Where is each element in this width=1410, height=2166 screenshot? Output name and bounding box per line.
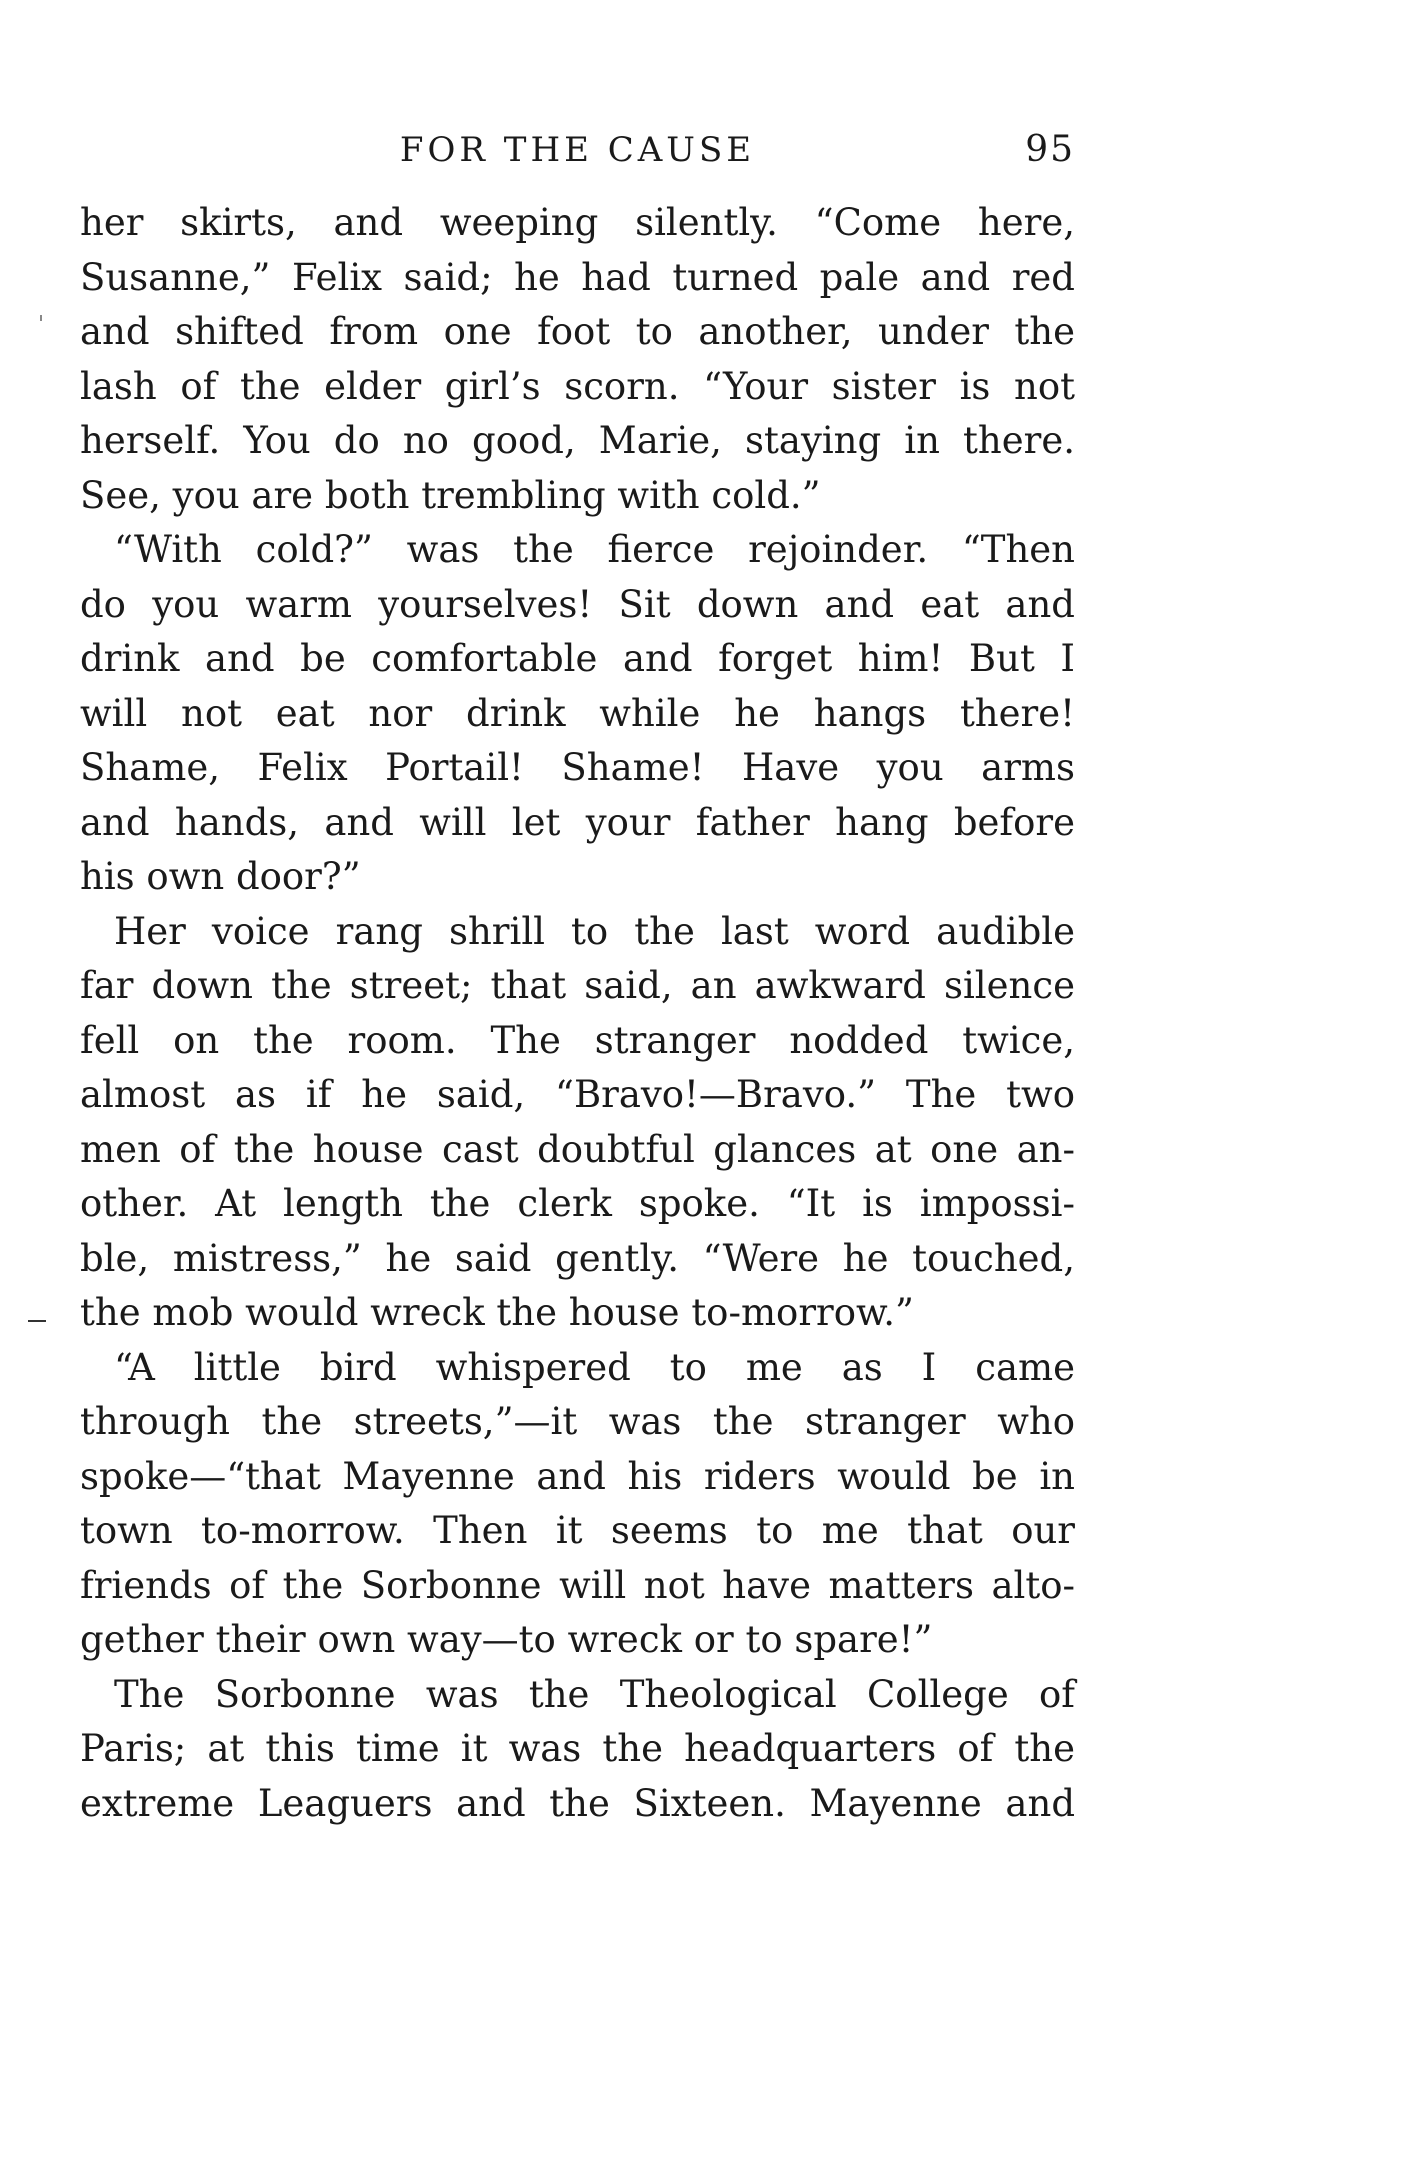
text-line: fell on the room. The stranger nodded twice, <box>80 1018 1075 1062</box>
text-line: gether their own way—to wreck or to spare!” <box>80 1618 933 1661</box>
text-line: Shame, Felix Portail! Shame! Have you arms <box>80 746 1075 789</box>
text-line: See, you are both trembling with cold.” <box>80 473 821 517</box>
margin-dash <box>28 1320 46 1322</box>
text-line: men of the house cast doubtful glances at one an- <box>80 1127 1075 1171</box>
text-line: the mob would wreck the house to-morrow.” <box>80 1291 914 1334</box>
text-line: spoke—“that Mayenne and his riders would be in <box>80 1454 1075 1498</box>
text-line: and hands, and will let your father hang before <box>80 800 1075 844</box>
text-line: The Sorbonne was the Theological College of <box>114 1672 1075 1716</box>
text-line: herself. You do no good, Marie, staying in there. <box>80 419 1075 462</box>
text-line: through the streets,”—it was the stranger who <box>80 1400 1075 1443</box>
text-line: will not eat nor drink while he hangs there! <box>80 691 1075 735</box>
text-line: her skirts, and weeping silently. “Come here, <box>80 201 1075 244</box>
text-line: Susanne,” Felix said; he had turned pale and red <box>80 255 1075 299</box>
book-page <box>80 120 1075 1831</box>
text-line: far down the street; that said, an awkward silence <box>80 964 1075 1007</box>
margin-speck <box>40 315 42 321</box>
page-number: 95 <box>1025 129 1075 170</box>
text-line: “With cold?” was the fierce rejoinder. “Then <box>114 528 1075 571</box>
text-line: ble, mistress,” he said gently. “Were he touched, <box>80 1236 1075 1280</box>
text-line: extreme Leaguers and the Sixteen. Mayenne and <box>80 1781 1075 1825</box>
body-text <box>80 196 1075 1831</box>
text-line: lash of the elder girl’s scorn. “Your sister is not <box>80 364 1075 408</box>
text-line: do you warm yourselves! Sit down and eat and <box>80 582 1075 626</box>
text-line: his own door?” <box>80 855 361 898</box>
page-header <box>80 120 1075 180</box>
text-line: friends of the Sorbonne will not have matters alto- <box>80 1563 1075 1607</box>
text-line: Her voice rang shrill to the last word audible <box>114 909 1075 953</box>
text-line: Paris; at this time it was the headquarters of the <box>80 1727 1075 1770</box>
text-line: town to-morrow. Then it seems to me that our <box>80 1509 1075 1552</box>
text-line: almost as if he said, “Bravo!—Bravo.” The two <box>80 1073 1075 1116</box>
running-title: FOR THE CAUSE <box>399 130 756 170</box>
text-line: and shifted from one foot to another, under the <box>80 310 1075 353</box>
text-line: “A little bird whispered to me as I came <box>114 1345 1075 1389</box>
text-line: other. At length the clerk spoke. “It is impossi- <box>80 1182 1075 1225</box>
text-line: drink and be comfortable and forget him! But I <box>80 637 1075 680</box>
